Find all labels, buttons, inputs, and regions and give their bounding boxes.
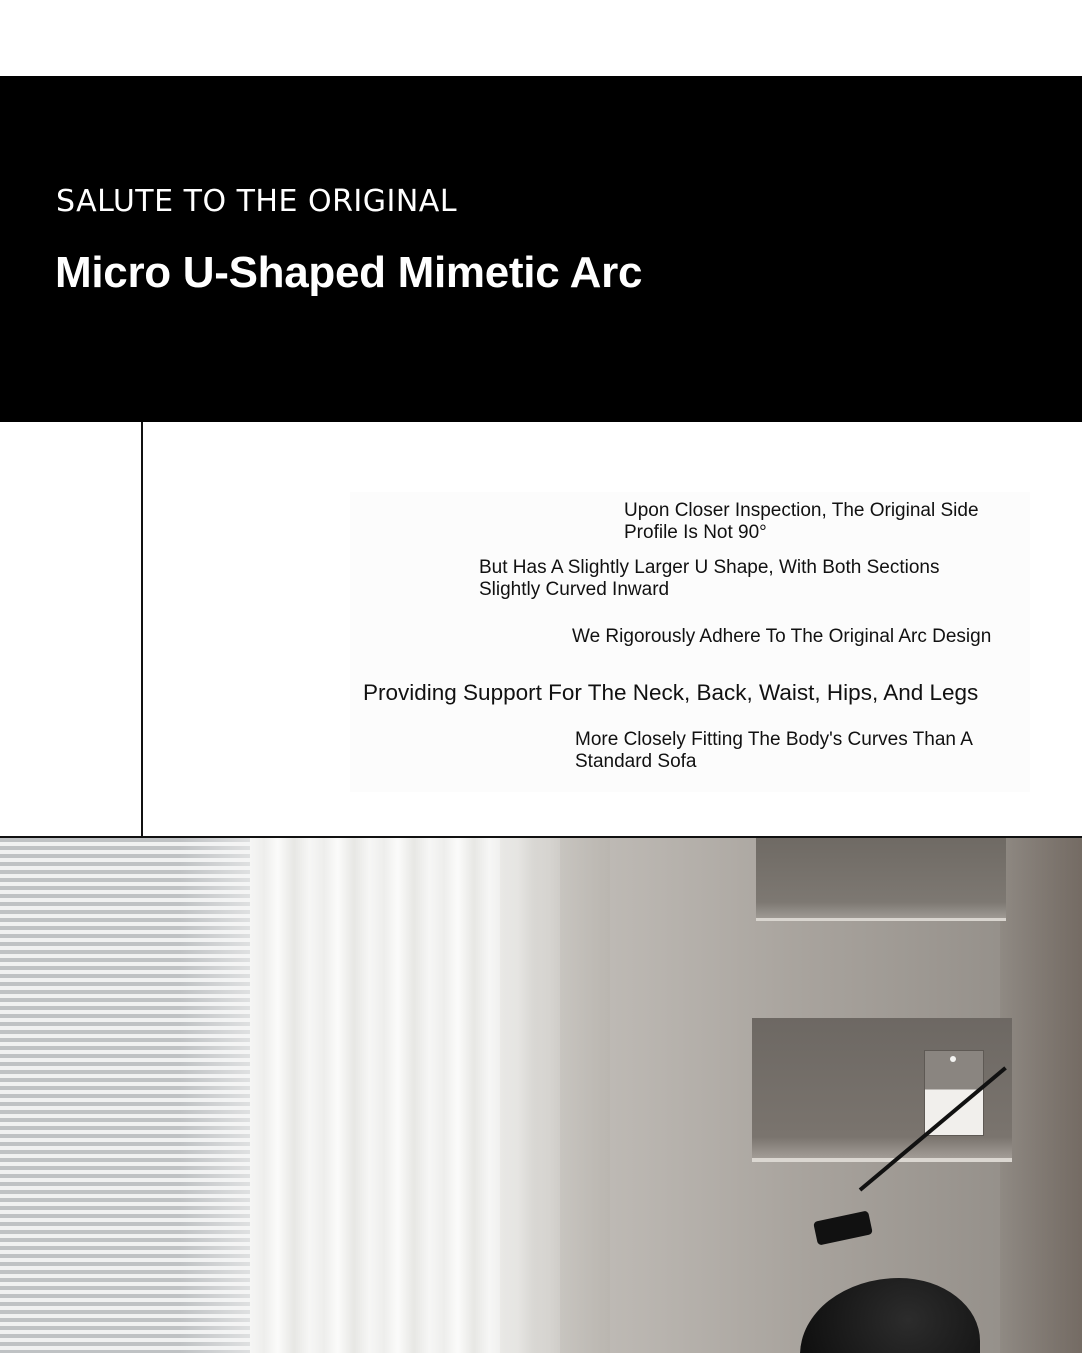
top-margin [0,0,1082,76]
description-line-5: More Closely Fitting The Body's Curves Than A Standard Sofa [575,729,972,772]
description-line-1: Upon Closer Inspection, The Original Side Profile Is Not 90° [624,500,979,543]
description-line-4: Providing Support For The Neck, Back, Waist, Hips, And Legs [363,680,979,705]
tag-hole [950,1056,956,1062]
vertical-divider [141,422,143,838]
wall-shelf-top [756,838,1006,921]
hero-banner [0,76,1082,422]
wall-shadow [1000,838,1082,1353]
curtain-shadow [500,838,610,1353]
product-photo [0,838,1082,1353]
hero-title: Micro U-Shaped Mimetic Arc [55,248,643,297]
hero-eyebrow: SALUTE TO THE ORIGINAL [56,184,458,219]
description-section [0,422,1082,838]
description-line-2: But Has A Slightly Larger U Shape, With Both Sections Slightly Curved Inward [479,557,940,600]
description-line-3: We Rigorously Adhere To The Original Arc Design [572,626,992,647]
